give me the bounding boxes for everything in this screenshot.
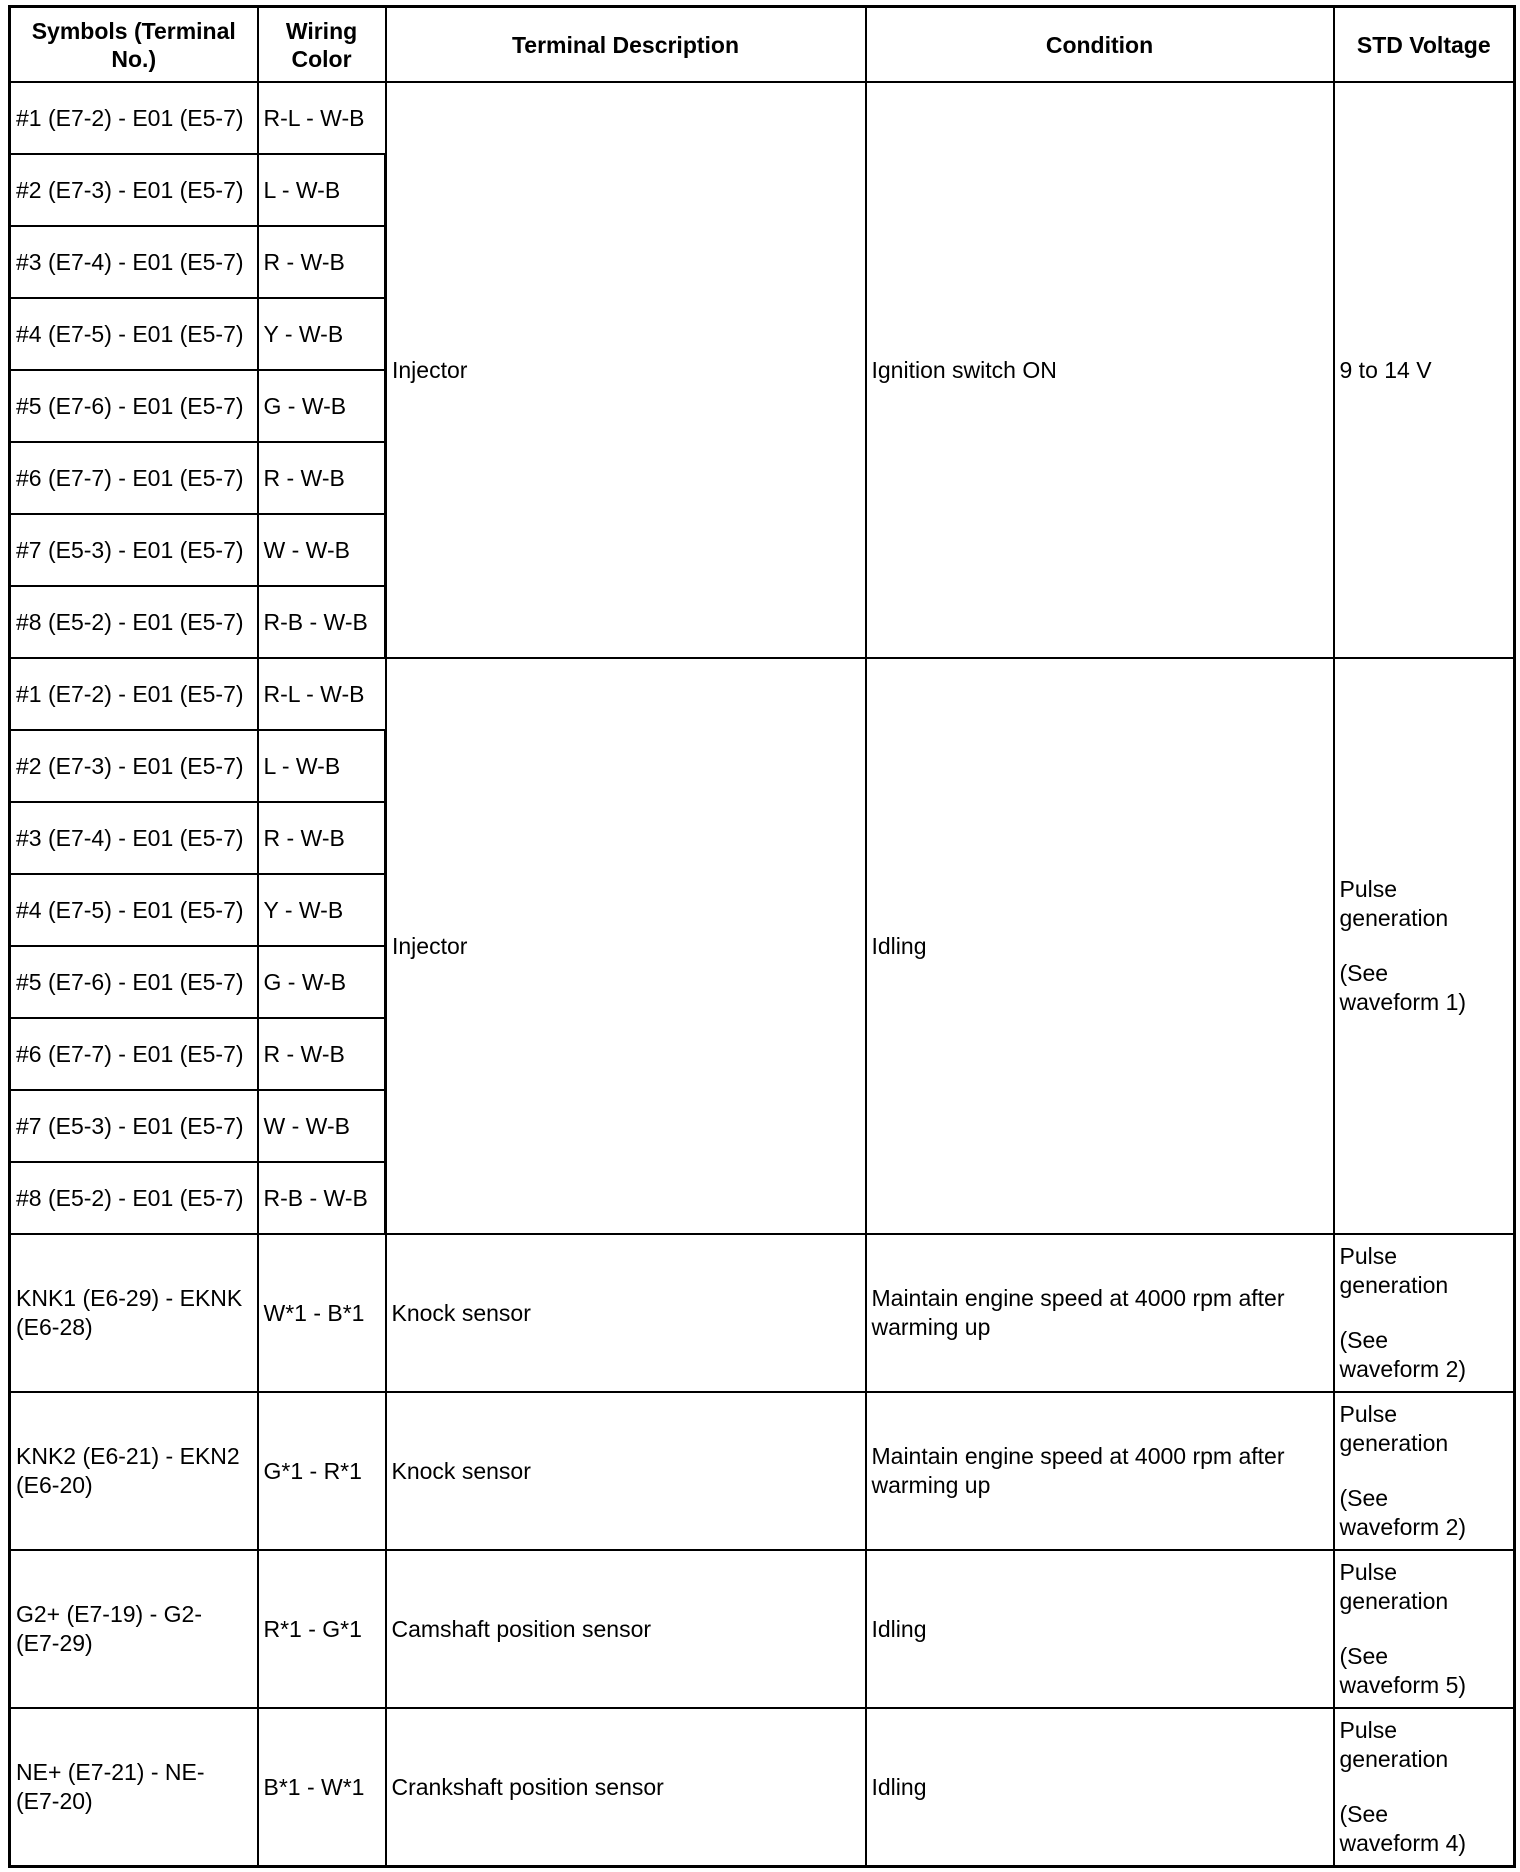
wiring-cell: R - W-B (258, 442, 386, 514)
wiring-cell: G*1 - R*1 (258, 1392, 386, 1550)
symbol-cell: #8 (E5-2) - E01 (E5-7) (10, 1162, 258, 1234)
condition-cell: Maintain engine speed at 4000 rpm after warming up (866, 1392, 1334, 1550)
terminal-voltage-table (8, 5, 1516, 1868)
symbol-cell: #5 (E7-6) - E01 (E5-7) (10, 370, 258, 442)
condition-cell: Maintain engine speed at 4000 rpm after warming up (866, 1234, 1334, 1392)
description-cell: Knock sensor (386, 1392, 866, 1550)
symbol-cell: #5 (E7-6) - E01 (E5-7) (10, 946, 258, 1018)
symbol-cell: #4 (E7-5) - E01 (E5-7) (10, 298, 258, 370)
table-row (10, 82, 1515, 154)
wiring-cell: B*1 - W*1 (258, 1708, 386, 1867)
wiring-cell: L - W-B (258, 730, 386, 802)
wiring-cell: R - W-B (258, 1018, 386, 1090)
header-symbols: Symbols (Terminal No.) (10, 7, 258, 83)
description-cell: Camshaft position sensor (386, 1550, 866, 1708)
condition-cell: Idling (866, 1708, 1334, 1867)
wiring-cell: R - W-B (258, 802, 386, 874)
symbol-cell: #1 (E7-2) - E01 (E5-7) (10, 658, 258, 730)
symbol-cell: #4 (E7-5) - E01 (E5-7) (10, 874, 258, 946)
voltage-cell (1334, 1708, 1515, 1867)
description-cell: Crankshaft position sensor (386, 1708, 866, 1867)
header-terminal-description: Terminal Description (386, 7, 866, 83)
header-std-voltage: STD Voltage (1334, 7, 1515, 83)
symbol-cell: KNK2 (E6-21) - EKN2 (E6-20) (10, 1392, 258, 1550)
wiring-cell: L - W-B (258, 154, 386, 226)
voltage-note: (See (1339, 1643, 1389, 1669)
voltage-note: waveform 1) (1339, 989, 1467, 1015)
symbol-cell: #7 (E5-3) - E01 (E5-7) (10, 514, 258, 586)
symbol-cell: #7 (E5-3) - E01 (E5-7) (10, 1090, 258, 1162)
voltage-text: Pulse (1339, 1559, 1398, 1585)
description-cell: Injector (386, 658, 866, 1234)
header-wiring-color: Wiring Color (258, 7, 386, 83)
voltage-note: waveform 5) (1339, 1672, 1467, 1698)
wiring-cell: R*1 - G*1 (258, 1550, 386, 1708)
voltage-text: generation (1339, 1272, 1449, 1298)
voltage-text: generation (1339, 1430, 1449, 1456)
symbol-cell: #2 (E7-3) - E01 (E5-7) (10, 730, 258, 802)
voltage-note: waveform 2) (1339, 1514, 1467, 1540)
voltage-cell: 9 to 14 V (1334, 82, 1515, 658)
voltage-cell (1334, 658, 1515, 1234)
symbol-cell: #6 (E7-7) - E01 (E5-7) (10, 1018, 258, 1090)
wiring-cell: R-L - W-B (258, 82, 386, 154)
table-row (10, 1234, 1515, 1392)
wiring-cell: R - W-B (258, 226, 386, 298)
voltage-text: generation (1339, 1588, 1449, 1614)
header-condition: Condition (866, 7, 1334, 83)
voltage-text: Pulse (1339, 876, 1398, 902)
condition-cell: Idling (866, 1550, 1334, 1708)
wiring-cell: W - W-B (258, 514, 386, 586)
symbol-cell: G2+ (E7-19) - G2- (E7-29) (10, 1550, 258, 1708)
wiring-cell: G - W-B (258, 370, 386, 442)
voltage-note: waveform 2) (1339, 1356, 1467, 1382)
wiring-cell: W - W-B (258, 1090, 386, 1162)
voltage-text: generation (1339, 1746, 1449, 1772)
voltage-note: (See (1339, 1485, 1389, 1511)
wiring-cell: R-B - W-B (258, 1162, 386, 1234)
voltage-text: generation (1339, 905, 1449, 931)
table-row (10, 658, 1515, 730)
voltage-cell (1334, 1550, 1515, 1708)
condition-cell: Ignition switch ON (866, 82, 1334, 658)
symbol-cell: #3 (E7-4) - E01 (E5-7) (10, 226, 258, 298)
voltage-cell (1334, 1392, 1515, 1550)
voltage-note: waveform 4) (1339, 1830, 1467, 1856)
symbol-cell: #6 (E7-7) - E01 (E5-7) (10, 442, 258, 514)
description-cell: Injector (386, 82, 866, 658)
voltage-note: (See (1339, 1327, 1389, 1353)
wiring-cell: R-L - W-B (258, 658, 386, 730)
table-row (10, 1392, 1515, 1550)
symbol-cell: NE+ (E7-21) - NE- (E7-20) (10, 1708, 258, 1867)
voltage-cell (1334, 1234, 1515, 1392)
voltage-text: Pulse (1339, 1243, 1398, 1269)
symbol-cell: #3 (E7-4) - E01 (E5-7) (10, 802, 258, 874)
symbol-cell: #8 (E5-2) - E01 (E5-7) (10, 586, 258, 658)
wiring-cell: R-B - W-B (258, 586, 386, 658)
symbol-cell: #2 (E7-3) - E01 (E5-7) (10, 154, 258, 226)
description-cell: Knock sensor (386, 1234, 866, 1392)
symbol-cell: #1 (E7-2) - E01 (E5-7) (10, 82, 258, 154)
wiring-cell: Y - W-B (258, 298, 386, 370)
table-row (10, 1550, 1515, 1708)
voltage-note: (See (1339, 1801, 1389, 1827)
wiring-cell: W*1 - B*1 (258, 1234, 386, 1392)
wiring-cell: Y - W-B (258, 874, 386, 946)
wiring-cell: G - W-B (258, 946, 386, 1018)
voltage-note: (See (1339, 960, 1389, 986)
table-header-row (10, 7, 1515, 83)
symbol-cell: KNK1 (E6-29) - EKNK (E6-28) (10, 1234, 258, 1392)
table-row (10, 1708, 1515, 1867)
voltage-text: Pulse (1339, 1717, 1398, 1743)
condition-cell: Idling (866, 658, 1334, 1234)
voltage-text: Pulse (1339, 1401, 1398, 1427)
